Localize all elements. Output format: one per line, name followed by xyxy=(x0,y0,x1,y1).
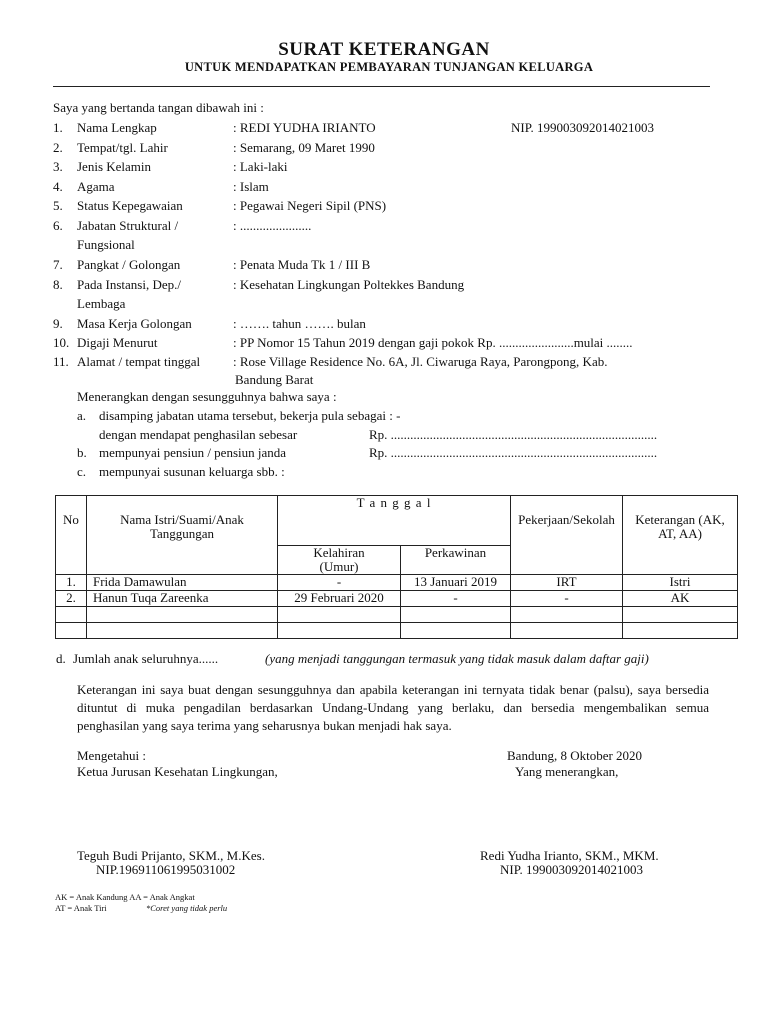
field-value: : Penata Muda Tk 1 / III B xyxy=(233,257,371,272)
field-label: Status Kepegawaian xyxy=(77,198,183,213)
cell-no: 1. xyxy=(56,575,87,591)
sign-right-date: Bandung, 8 Oktober 2020 xyxy=(507,748,643,763)
cell-perkawinan xyxy=(401,623,511,639)
field-value: : Kesehatan Lingkungan Poltekkes Bandung xyxy=(233,277,465,292)
field-number: 6. xyxy=(53,218,63,233)
cell-kelahiran xyxy=(278,623,401,639)
header-perkawinan: Perkawinan xyxy=(401,546,511,575)
declaration-a-amount: Rp. .................................................................................. xyxy=(369,427,658,442)
intro-text: Saya yang bertanda tangan dibawah ini : xyxy=(53,100,264,115)
field-value: : ...................... xyxy=(233,218,312,233)
table-row xyxy=(56,623,738,639)
cell-pekerjaan xyxy=(511,607,623,623)
field-value: : Rose Village Residence No. 6A, Jl. Ciwaruga Raya, Parongpong, Kab. xyxy=(233,354,608,369)
sign-right-title: Yang menerangkan, xyxy=(515,764,619,779)
cell-kelahiran: - xyxy=(278,575,401,591)
cell-perkawinan xyxy=(401,607,511,623)
cell-keterangan xyxy=(623,623,738,639)
field-label: Pada Instansi, Dep./ xyxy=(77,277,181,292)
cell-name xyxy=(87,607,278,623)
field-label: Digaji Menurut xyxy=(77,335,158,350)
field-value: : Pegawai Negeri Sipil (PNS) xyxy=(233,198,387,213)
field-number: 4. xyxy=(53,179,63,194)
family-table xyxy=(55,495,738,639)
declaration-lead: Menerangkan dengan sesungguhnya bahwa saya : xyxy=(77,389,337,404)
cell-pekerjaan xyxy=(511,623,623,639)
cell-perkawinan: - xyxy=(401,591,511,607)
field-value: : REDI YUDHA IRIANTO xyxy=(233,120,376,135)
declaration-a-label: a. xyxy=(77,408,87,423)
field-label: Jabatan Struktural / xyxy=(77,218,179,233)
field-label: Alamat / tempat tinggal xyxy=(77,354,201,369)
field-label: Pangkat / Golongan xyxy=(77,257,181,272)
field-value: : ……. tahun ……. bulan xyxy=(233,316,366,331)
header-keterangan: Keterangan (AK, AT, AA) xyxy=(623,496,738,575)
table-row xyxy=(56,591,738,607)
field-value: : PP Nomor 15 Tahun 2019 dengan gaji pokok Rp. .......................mulai ........ xyxy=(233,335,633,350)
cell-name: Hanun Tuqa Zareenka xyxy=(87,591,278,607)
field-number: 10. xyxy=(53,335,70,350)
field-label: Agama xyxy=(77,179,115,194)
header-kelahiran: Kelahiran (Umur) xyxy=(278,546,401,575)
cell-kelahiran xyxy=(278,607,401,623)
declaration-a-income: dengan mendapat penghasilan sebesar xyxy=(99,427,298,442)
cell-pekerjaan: - xyxy=(511,591,623,607)
cell-keterangan: AK xyxy=(623,591,738,607)
sign-left-name: Teguh Budi Prijanto, SKM., M.Kes. xyxy=(77,848,265,863)
cell-pekerjaan: IRT xyxy=(511,575,623,591)
field-label-continued: Lembaga xyxy=(77,296,126,311)
field-number: 9. xyxy=(53,316,63,331)
field-number: 5. xyxy=(53,198,63,213)
field-number: 3. xyxy=(53,159,63,174)
field-label: Nama Lengkap xyxy=(77,120,157,135)
header-no: No xyxy=(56,496,87,575)
sign-right-nip: NIP. 199003092014021003 xyxy=(500,862,644,877)
field-value: : Laki-laki xyxy=(233,159,288,174)
declaration-b-text: mempunyai pensiun / pensiun janda xyxy=(99,445,287,460)
header-pekerjaan: Pekerjaan/Sekolah xyxy=(511,496,623,575)
declaration-c-text: mempunyai susunan keluarga sbb. : xyxy=(99,464,285,479)
item-d-label: d. xyxy=(56,651,66,666)
footnote-line1: AK = Anak Kandung AA = Anak Angkat xyxy=(55,892,195,902)
field-label: Jenis Kelamin xyxy=(77,159,152,174)
declaration-a-text: disamping jabatan utama tersebut, bekerja pula sebagai : - xyxy=(99,408,401,423)
field-label: Tempat/tgl. Lahir xyxy=(77,140,168,155)
declaration-c-label: c. xyxy=(77,464,87,479)
cell-keterangan xyxy=(623,607,738,623)
cell-perkawinan: 13 Januari 2019 xyxy=(401,575,511,591)
declaration-b-label: b. xyxy=(77,445,87,460)
field-number: 2. xyxy=(53,140,63,155)
header-divider xyxy=(53,86,710,87)
field-label-continued: Fungsional xyxy=(77,237,135,252)
sign-right-name: Redi Yudha Irianto, SKM., MKM. xyxy=(480,848,659,863)
sign-left-label: Mengetahui : xyxy=(77,748,146,763)
item-d-note: (yang menjadi tanggungan termasuk yang tidak masuk dalam daftar gaji) xyxy=(265,651,649,666)
document-subtitle: UNTUK MENDAPATKAN PEMBAYARAN TUNJANGAN KELUARGA xyxy=(184,60,594,74)
sign-left-nip: NIP.196911061995031002 xyxy=(96,862,236,877)
cell-kelahiran: 29 Februari 2020 xyxy=(278,591,401,607)
declaration-b-amount: Rp. .................................................................................. xyxy=(369,445,658,460)
header-tanggal: T a n g g a l xyxy=(278,496,511,546)
field-number: 11. xyxy=(53,354,69,369)
field-value-continued: Bandung Barat xyxy=(235,372,314,387)
field-number: 8. xyxy=(53,277,63,292)
cell-name xyxy=(87,623,278,639)
cell-keterangan: Istri xyxy=(623,575,738,591)
cell-name: Frida Damawulan xyxy=(87,575,278,591)
cell-no xyxy=(56,607,87,623)
field-number: 1. xyxy=(53,120,63,135)
footnote-line2b: *Coret yang tidak perlu xyxy=(146,903,228,913)
field-value: : Semarang, 09 Maret 1990 xyxy=(233,140,375,155)
item-d-text: Jumlah anak seluruhnya...... xyxy=(73,651,219,666)
cell-no: 2. xyxy=(56,591,87,607)
field-label: Masa Kerja Golongan xyxy=(77,316,192,331)
field-value: : Islam xyxy=(233,179,269,194)
statement-paragraph: Keterangan ini saya buat dengan sesungguhnya dan apabila keterangan ini ternyata tidak benar (palsu), saya bersedia dituntut di muka pengadilan berdasarkan Undang-Undang yang berlaku, dan bersedia mengembalikan semua penghasilan yang saya terima yang seharusnya bukan menjadi hak saya. xyxy=(77,682,709,733)
field-nip: NIP. 199003092014021003 xyxy=(511,120,655,135)
field-number: 7. xyxy=(53,257,63,272)
footnote-line2a: AT = Anak Tiri xyxy=(55,903,107,913)
document-title: SURAT KETERANGAN xyxy=(278,39,490,60)
header-name: Nama Istri/Suami/Anak Tanggungan xyxy=(87,496,278,575)
table-row xyxy=(56,607,738,623)
table-row xyxy=(56,575,738,591)
cell-no xyxy=(56,623,87,639)
sign-left-title: Ketua Jurusan Kesehatan Lingkungan, xyxy=(77,764,278,779)
